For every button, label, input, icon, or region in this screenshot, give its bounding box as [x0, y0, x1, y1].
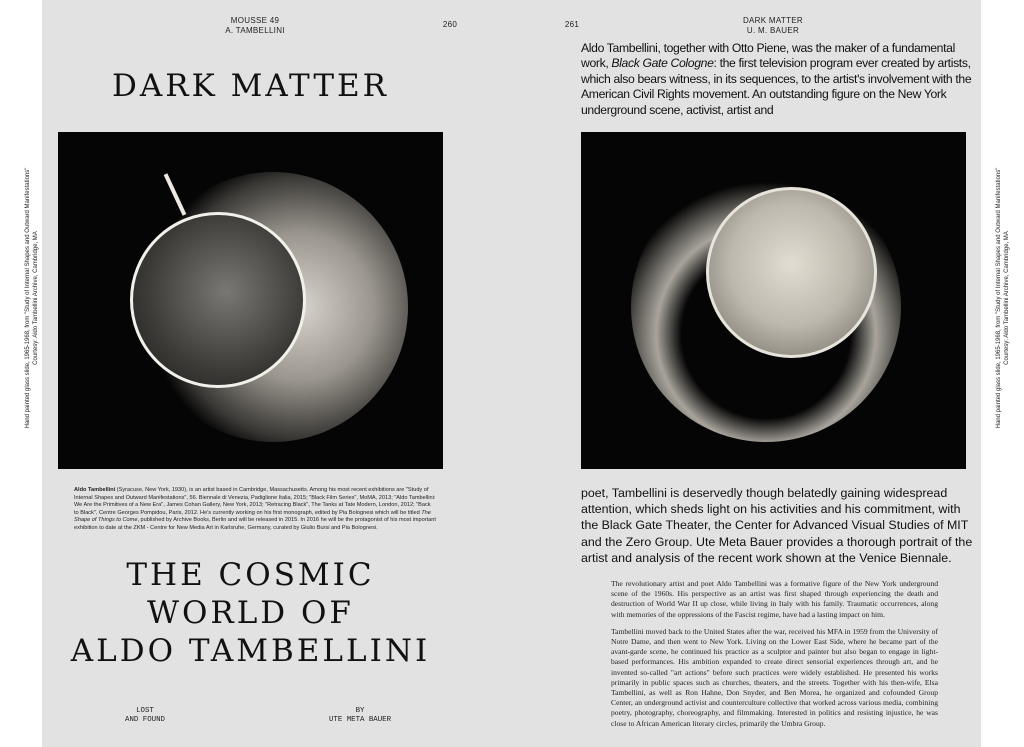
caption-line: Courtesy: Aldo Tambellini Archive, Cambridge, MA	[33, 231, 39, 365]
page-title: DARK MATTER	[112, 68, 389, 104]
byline	[315, 707, 405, 725]
caption-line: Courtesy: Aldo Tambellini Archive, Cambridge, MA	[1004, 231, 1010, 365]
running-head-right	[718, 16, 828, 36]
caption-line: Hand painted glass slide, 1965-1968, from "Study of Internal Shapes and Outward Manifestations"	[25, 167, 31, 429]
subtitle-line: WORLD OF	[147, 595, 354, 631]
bio-name: Aldo Tambellini	[74, 487, 116, 493]
section-line: LOST	[136, 707, 154, 715]
artwork-photo-left	[58, 132, 443, 469]
lead-paragraph-top	[581, 41, 977, 118]
lead-text: Aldo Tambellini, together with Otto Piene, was the maker of a fundamental work,	[581, 41, 955, 71]
subtitle-line: THE COSMIC	[126, 557, 375, 593]
section-name: DARK MATTER	[742, 16, 804, 25]
section-line: AND FOUND	[125, 716, 165, 724]
bio-text: (Syracuse, New York, 1930), is an artist based in Cambridge, Massachusetts. Among his most recent exhibitions are "Study of Internal Shapes and Outward Manifestations", 56. Biennale di Venezia, Padiglione Italia, 2015; "Black Film Series", MoMA, 2013; "Aldo Tambellini: We Are the Primitives of a New Era", James Cohan Gallery, New York, 2013; "Retracing Black", The Tanks at Tate Modern, London, 2012; "Back to Black", Centre Georges Pompidou, Paris, 2012. He's currently working on his first monograph, edited by Pia Bolognesi which will be titled	[74, 487, 436, 516]
bio-text: , published by Archive Books, Berlin and will be released in 2015. In 2016 he will be the protagonist of his most important exhibition to date at the ZKM - Centre for New Media Art in Karlsruhe, Germany, curated by Giulio Bursi and Pia Bolognesi.	[74, 517, 436, 531]
author-short: A. TAMBELLINI	[225, 26, 285, 35]
bio-book-title: The Shape of Things to Come	[74, 509, 431, 524]
running-head-left	[200, 16, 310, 36]
section-label	[105, 707, 185, 725]
byline-line: BY	[355, 707, 365, 715]
lead-paragraph-bottom: poet, Tambellini is deservedly though belatedly gaining widespread attention, which sheds light on his activities and his commitment, with the Black Gate Theater, the Center for Advanced Visual Studies of MIT and the Zero Group. Ute Meta Bauer provides a thorough portrait of the artist and analysis of the recent work shown at the Venice Biennale.	[581, 486, 973, 565]
article-subtitle	[58, 556, 443, 670]
magazine-issue: MOUSSE 49	[230, 16, 280, 25]
article-body	[611, 579, 938, 729]
lead-work-title: Black Gate Cologne	[611, 56, 714, 71]
artwork-photo-right	[581, 132, 966, 469]
subtitle-line: ALDO TAMBELLINI	[70, 633, 431, 669]
page-number-right: 261	[564, 20, 580, 29]
lead-text: : the first television program ever created by artists, which also bears witness, in its sequences, to the artist's involvement with the American Civil Rights movement. An outstanding figure on the New York underground scene, activist, artist and	[581, 56, 972, 117]
body-paragraph: Tambellini moved back to the United States after the war, received his MFA in 1959 from the University of Notre Dame, and then went to New York. Living on the Lower East Side, where he became part of the avant-garde scene, he continued his practice as a sculptor and painter but also began to engage in light-based performances. His ambition expanded to create direct sensorial experiences through art, and he invented so-called "art actions" before such practices were widely established. He presented his works primarily in public spaces such as churches, theaters, and the streets. Together with his then-wife, Elsa Tambellini, as well as Ron Hahne, Don Snyder, and Ben Morea, he organized and cofounded Group Center, an underground activist and counterculture collective that worked across various media, combining poetry, photography, choreography, and filmmaking. Interested in politics and resisting injustice, he was close to African American literary circles, primarily the Umbra Group.	[611, 626, 938, 728]
photo-caption-right	[995, 148, 1011, 448]
author-short: U. M. BAUER	[746, 26, 800, 35]
caption-line: Hand painted glass slide, 1965-1968, from "Study of Internal Shapes and Outward Manifestations"	[996, 167, 1002, 429]
artist-bio	[74, 487, 436, 533]
photo-caption-left	[24, 148, 40, 448]
page-number-left: 260	[442, 20, 458, 29]
byline-author: UTE META BAUER	[328, 716, 392, 724]
body-paragraph: The revolutionary artist and poet Aldo Tambellini was a formative figure of the New York underground scene of the 1960s. His perspective as an artist was first shaped through experiencing the death and destruction of World War II up close, while living in Italy with his family. Traumatic occurrences, along with memories of the oppressions of the Fascist regime, have had a lasting impact on him.	[611, 579, 938, 619]
